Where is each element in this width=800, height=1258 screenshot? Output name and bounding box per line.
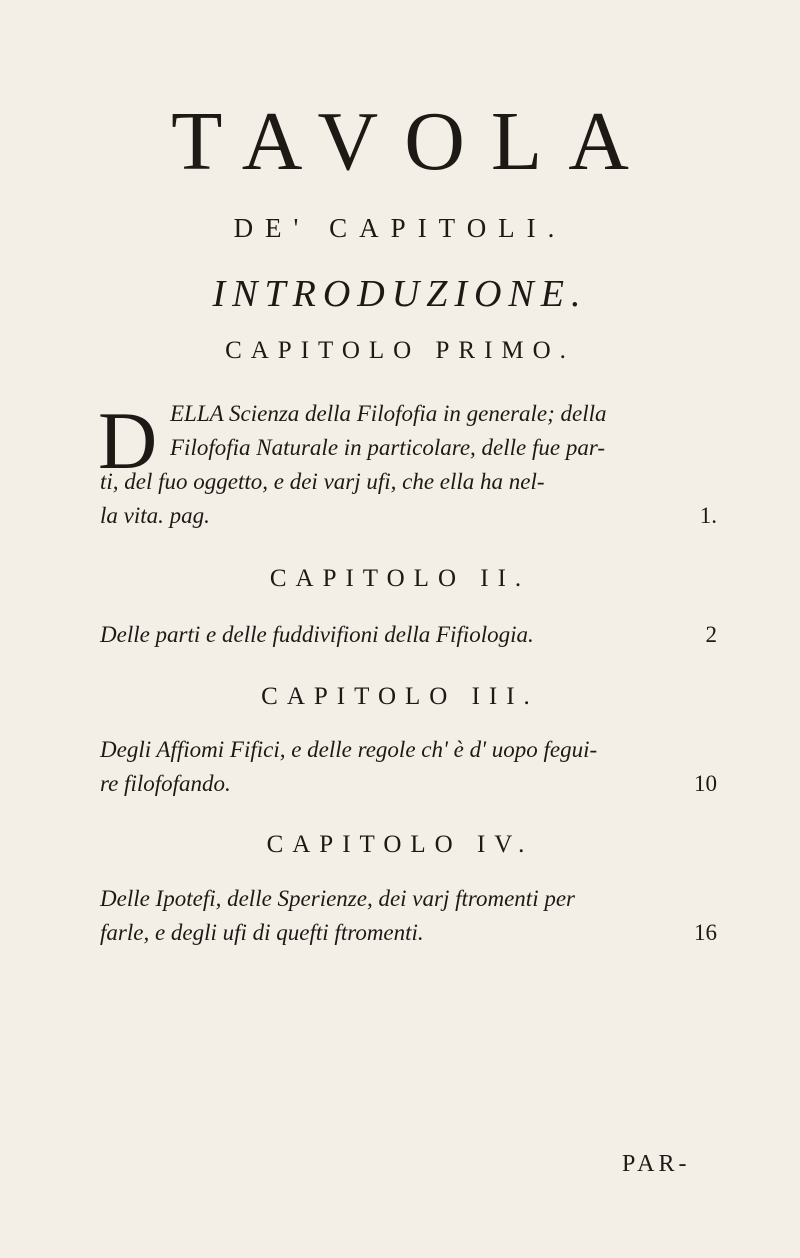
entry-line-text: farle, e degli ufi di quefti ftromenti. <box>100 920 424 945</box>
chapter-1-heading: CAPITOLO PRIMO. <box>225 337 575 364</box>
page-subtitle: DE' CAPITOLI. <box>233 213 567 243</box>
chapter-3-heading: CAPITOLO III. <box>261 683 539 710</box>
entry-line-last <box>100 499 715 533</box>
entry-line-text: la vita. pag. <box>100 503 210 528</box>
page-title: TAVOLA <box>171 95 655 188</box>
entry-line-last <box>100 916 715 950</box>
introduction-heading: INTRODUZIONE. <box>212 273 588 315</box>
entry-line: ti, del fuo oggetto, e dei varj ufi, che ella ha nel- <box>100 469 545 494</box>
entry-line-last <box>100 767 715 801</box>
entry-line: Delle Ipotefi, delle Sperienze, dei varj ftromenti per <box>100 886 575 911</box>
page-number: 2 <box>705 622 717 647</box>
chapter-1-entry <box>100 397 715 533</box>
catchword: PAR- <box>622 1151 691 1177</box>
entry-line-text: re filofofando. <box>100 771 231 796</box>
entry-line-text: Delle parti e delle fuddivifioni della Fifiologia. <box>100 622 534 647</box>
chapter-3-entry <box>100 733 715 801</box>
entry-line: ELLA Scienza della Filofofia in generale; della <box>170 401 607 426</box>
page-number: 10 <box>694 771 717 796</box>
chapter-4-heading: CAPITOLO IV. <box>266 831 534 858</box>
drop-cap: D <box>98 395 158 486</box>
entry-line: Degli Affiomi Fifici, e delle regole ch' è d' uopo fegui- <box>100 737 598 762</box>
chapter-2-heading: CAPITOLO II. <box>269 565 531 592</box>
entry-line-last <box>100 618 715 652</box>
entry-line: Filofofia Naturale in particolare, delle fue par- <box>170 435 606 460</box>
page-number: 16 <box>694 920 717 945</box>
chapter-4-entry <box>100 882 715 950</box>
chapter-2-entry <box>100 618 715 652</box>
page-number: 1. <box>699 503 717 528</box>
